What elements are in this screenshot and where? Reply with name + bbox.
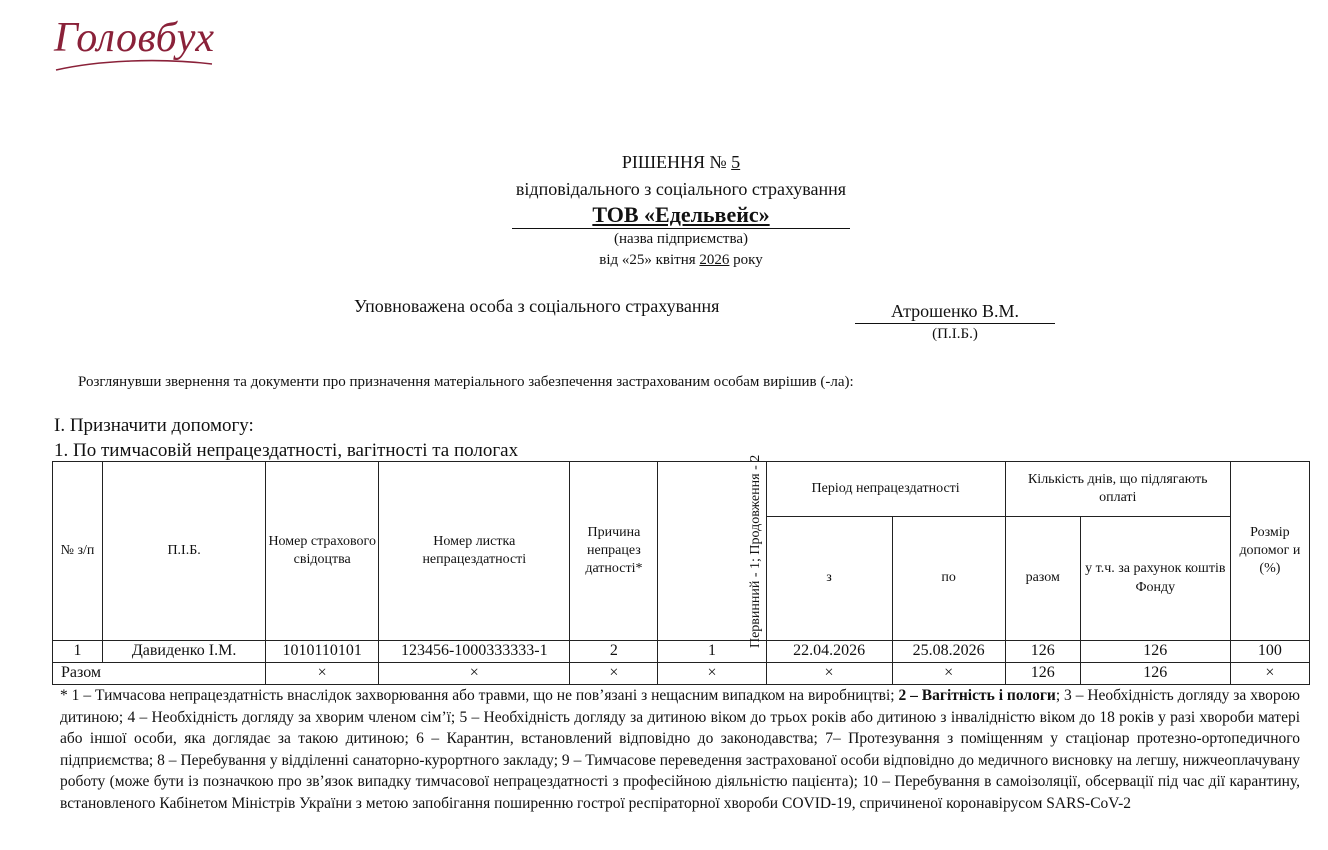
section-subheading: 1. По тимчасовій непрацездатності, вагітності та пологах: [54, 440, 519, 461]
cell-num: 1: [53, 641, 103, 663]
total-cell-x: ×: [379, 662, 570, 684]
total-days-fund: 126: [1080, 662, 1230, 684]
total-cell-x: ×: [658, 662, 766, 684]
footnote-highlight: 2 – Вагітність і пологи: [898, 687, 1056, 704]
decision-date: від «25» квітня 2026 року: [599, 252, 763, 268]
cell-days-total: 126: [1005, 641, 1080, 663]
authorized-person-name: Атрошенко В.М.: [855, 301, 1055, 324]
logo: [50, 8, 220, 80]
header-size: Розмір допомог и (%): [1230, 462, 1309, 641]
cell-reason: 2: [570, 641, 658, 663]
header-name: П.І.Б.: [103, 462, 266, 641]
company-name-field: [512, 200, 850, 229]
decision-title: РІШЕННЯ № 5: [621, 152, 741, 172]
total-cell-x: ×: [570, 662, 658, 684]
logo-swash-icon: [50, 8, 220, 80]
header-insurance-no: Номер страхового свідоцтва: [266, 462, 379, 641]
total-cell-x: ×: [1230, 662, 1309, 684]
intro-text: Розглянувши звернення та документи про призначення матеріального забезпечення застрахованим особам вирішив (-ла):: [78, 374, 854, 390]
header-days-fund: у т.ч. за рахунок коштів Фонду: [1080, 517, 1230, 641]
decision-number: 5: [731, 152, 741, 172]
authorized-person-caption: (П.І.Б.): [932, 326, 978, 342]
cell-primary: 1: [658, 641, 766, 663]
total-cell-x: ×: [266, 662, 379, 684]
header-period: Період непрацездатності: [766, 462, 1005, 517]
cell-sick-leave-no: 123456-1000333333-1: [379, 641, 570, 663]
authorized-person-label: Уповноважена особа з соціального страхування: [354, 296, 720, 316]
header-primary-text: Первинний - 1; Продовження - 2: [748, 454, 764, 648]
section-heading: І. Призначити допомогу:: [54, 415, 254, 436]
header-reason: Причина непрацез датності*: [570, 462, 658, 641]
total-label: Разом: [53, 662, 266, 684]
cell-to: 25.08.2026: [892, 641, 1005, 663]
total-cell-x: ×: [892, 662, 1005, 684]
header-primary: [658, 454, 766, 648]
header-num: № з/п: [53, 462, 103, 641]
cell-name: Давиденко І.М.: [103, 641, 266, 663]
decision-subtitle: відповідального з соціального страхування: [515, 179, 847, 199]
header-from: з: [766, 517, 892, 641]
total-row: [53, 662, 1310, 684]
header-days-total: разом: [1005, 517, 1080, 641]
total-cell-x: ×: [766, 662, 892, 684]
table-row: [53, 641, 1310, 663]
company-caption: (назва підприємства): [614, 231, 748, 247]
company-name: ТОВ «Едельвейс»: [592, 202, 770, 227]
header-to: по: [892, 517, 1005, 641]
cell-days-fund: 126: [1080, 641, 1230, 663]
header-days: Кількість днів, що підлягають оплаті: [1005, 462, 1230, 517]
cell-size: 100: [1230, 641, 1309, 663]
header-sick-leave-no: Номер листка непрацездатності: [379, 462, 570, 641]
total-days-total: 126: [1005, 662, 1080, 684]
footnote: * 1 – Тимчасова непрацездатність внаслідок захворювання або травми, що не пов’язані з нещасним випадком на виробництві; 2 – Вагітність і пологи; 3 – Необхідність догляду за хворою дитиною; 4 – Необхідність догляду за хворим членом сім’ї; 5 – Необхідність догляду за дитиною віком до трьох років або дитиною з інвалідністю віком до 18 років у разі хвороби матері або іншої особи, яка доглядає за такою дитиною; 6 – Карантин, встановлений відповідно до законодавства; 7– Протезування з поміщенням у стаціонар протезно-ортопедичного підприємства; 8 – Перебування у відділенні санаторно-курортного закладу; 9 – Тимчасове переведення застрахованої особи відповідно до медичного висновку на легшу, нижчеоплачувану роботу (може бути із позначкою про зв’язок випадку тимчасової непрацездатності з професійною діяльністю пацієнта); 10 – Перебування в самоізоляції, обсервації під час дії карантину, встановленого Кабінетом Міністрів України з метою запобігання поширенню гострої респіраторної хвороби COVID-19, спричиненої коронавірусом SARS-CoV-2: [60, 687, 1300, 812]
cell-insurance-no: 1010110101: [266, 641, 379, 663]
benefits-table: [52, 454, 1310, 685]
cell-from: 22.04.2026: [766, 641, 892, 663]
logo-text: Головбух: [54, 15, 215, 61]
